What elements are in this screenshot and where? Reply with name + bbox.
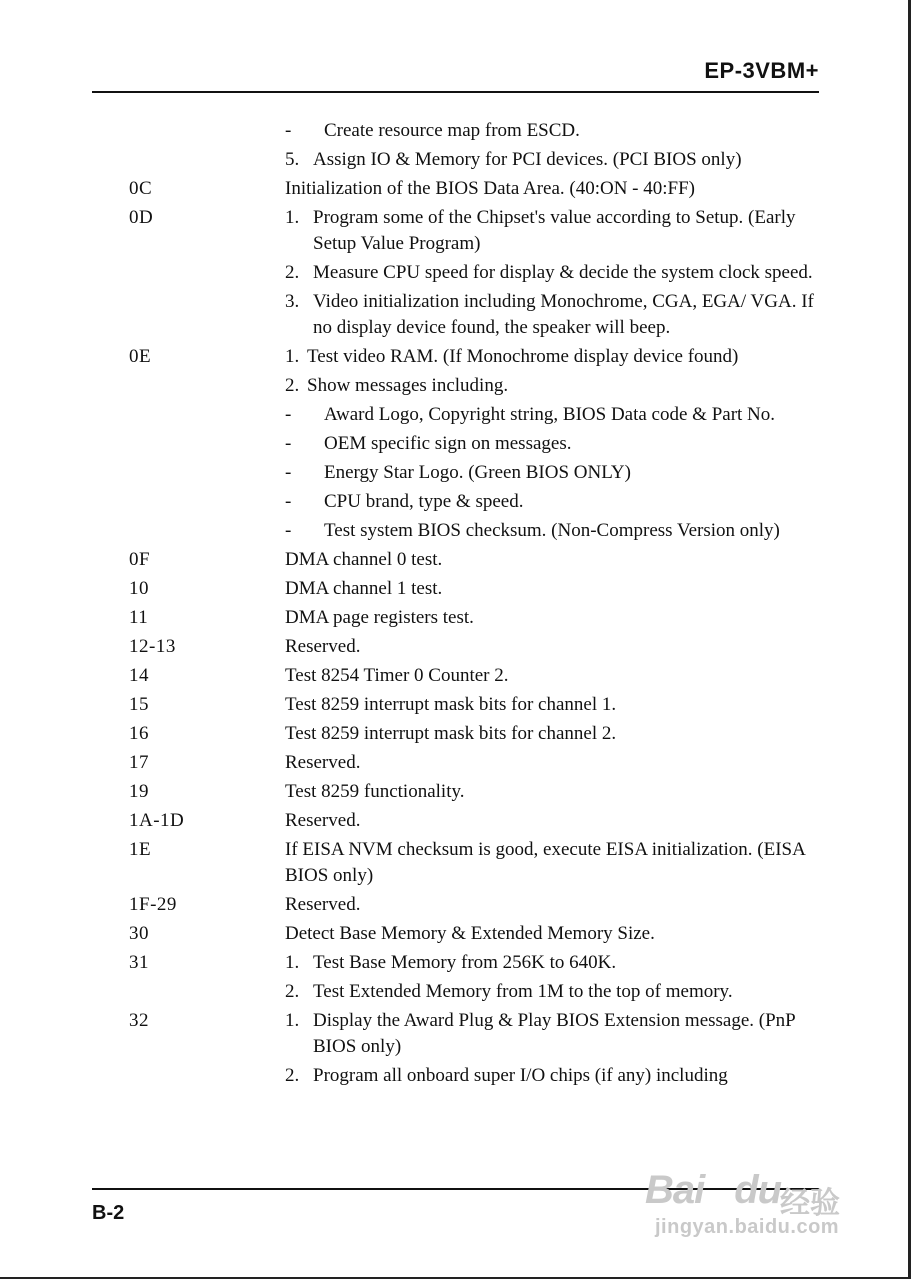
description-text: Reserved. [285,810,361,831]
description-line [285,979,825,1005]
description-text: DMA channel 0 test. [285,549,443,570]
description-line [285,721,825,747]
description-text: Test Extended Memory from 1M to the top of memory. [313,981,733,1002]
description-text: Award Logo, Copyright string, BIOS Data code & Part No. [324,404,776,425]
description-text: Test 8259 interrupt mask bits for channel 1. [285,694,617,715]
description-text: Video initialization including Monochrome, CGA, EGA/ VGA. If no display device found, the speaker will beep. [313,291,814,338]
post-description [285,118,825,173]
description-line [285,344,825,370]
post-description [285,634,825,660]
post-description [285,176,825,202]
post-description [285,576,825,602]
description-line [285,1063,825,1089]
description-line [285,118,825,144]
description-text: CPU brand, type & speed. [324,491,524,512]
description-text: Test 8259 functionality. [285,781,465,802]
post-code: 1A-1D [129,810,185,831]
dash-bullet: - [285,520,292,541]
post-description [285,892,825,918]
post-code: 10 [129,578,149,599]
table-row [0,634,911,660]
header-rule [92,91,819,93]
post-description [285,779,825,805]
table-row [0,837,911,889]
post-code: 15 [129,694,149,715]
description-line [285,1008,825,1060]
description-line [285,489,825,515]
baidu-watermark [645,1168,860,1246]
dash-bullet: - [285,404,292,425]
table-row [0,721,911,747]
description-text: OEM specific sign on messages. [324,433,572,454]
table-row [0,779,911,805]
description-text: DMA page registers test. [285,607,474,628]
step-number: 1. [285,1010,300,1031]
post-description [285,605,825,631]
description-text: Energy Star Logo. (Green BIOS ONLY) [324,462,631,483]
description-text: Create resource map from ESCD. [324,120,580,141]
description-line [285,663,825,689]
watermark-url: jingyan.baidu.com [655,1216,840,1238]
description-line [285,692,825,718]
description-text: Assign IO & Memory for PCI devices. (PCI BIOS only) [313,149,742,170]
table-row [0,808,911,834]
description-line [285,147,825,173]
step-number: 2. [285,262,300,283]
description-text: Test system BIOS checksum. (Non-Compress Version only) [324,520,780,541]
description-line [285,176,825,202]
description-text: Show messages including. [307,375,509,396]
post-description [285,721,825,747]
description-line [285,950,825,976]
description-text: Program some of the Chipset's value according to Setup. (Early Setup Value Program) [313,207,796,254]
description-line [285,750,825,776]
page-header-title: EP-3VBM+ [704,58,819,83]
step-number: 2. [285,1065,300,1086]
dash-bullet: - [285,491,292,512]
post-description [285,692,825,718]
step-number: 3. [285,291,300,312]
table-row [0,950,911,1005]
description-line [285,634,825,660]
post-code: 1E [129,839,152,860]
post-code: 0F [129,549,151,570]
table-row [0,663,911,689]
description-text: DMA channel 1 test. [285,578,443,599]
table-row [0,892,911,918]
description-line [285,205,825,257]
description-text: Test video RAM. (If Monochrome display device found) [307,346,739,367]
post-description [285,921,825,947]
description-text: Test 8254 Timer 0 Counter 2. [285,665,509,686]
post-code: 0E [129,346,152,367]
description-line [285,431,825,457]
post-code: 1F-29 [129,894,177,915]
description-line [285,547,825,573]
description-text: Test 8259 interrupt mask bits for channel 2. [285,723,617,744]
post-code: 12-13 [129,636,176,657]
description-line [285,518,825,544]
description-line [285,837,825,889]
post-code: 17 [129,752,149,773]
description-text: Detect Base Memory & Extended Memory Size. [285,923,655,944]
description-line [285,289,825,341]
post-description [285,837,825,889]
table-row [0,176,911,202]
step-number: 1. [285,346,300,367]
post-description [285,205,825,341]
description-text: Initialization of the BIOS Data Area. (40:ON - 40:FF) [285,178,696,199]
post-code: 16 [129,723,149,744]
dash-bullet: - [285,120,292,141]
table-row [0,576,911,602]
post-code: 0C [129,178,153,199]
description-text: Program all onboard super I/O chips (if any) including [313,1065,728,1086]
table-row [0,205,911,341]
description-text: Measure CPU speed for display & decide the system clock speed. [313,262,813,283]
post-description [285,663,825,689]
description-line [285,373,825,399]
description-text: Display the Award Plug & Play BIOS Extension message. (PnP BIOS only) [313,1010,796,1057]
post-code-table [0,118,911,1092]
description-line [285,576,825,602]
description-line [285,605,825,631]
table-row [0,921,911,947]
dash-bullet: - [285,433,292,454]
step-number: 2. [285,375,300,396]
post-code: 11 [129,607,149,628]
description-line [285,779,825,805]
step-number: 2. [285,981,300,1002]
description-text: Test Base Memory from 256K to 640K. [313,952,617,973]
description-line [285,921,825,947]
post-code: 31 [129,952,149,973]
post-code: 0D [129,207,154,228]
table-row [0,1008,911,1089]
description-text: Reserved. [285,752,361,773]
step-number: 5. [285,149,300,170]
table-row [0,750,911,776]
post-code: 19 [129,781,149,802]
description-line [285,808,825,834]
dash-bullet: - [285,462,292,483]
table-row [0,344,911,544]
table-row [0,118,911,173]
post-description [285,1008,825,1089]
table-row [0,605,911,631]
post-code: 14 [129,665,149,686]
post-description [285,547,825,573]
post-description [285,344,825,544]
post-code: 30 [129,923,149,944]
table-row [0,547,911,573]
description-text: Reserved. [285,636,361,657]
post-description [285,750,825,776]
table-row [0,692,911,718]
description-line [285,260,825,286]
watermark-brand: Bai du [645,1168,782,1212]
description-line [285,892,825,918]
page-number: B-2 [92,1202,125,1224]
post-description [285,808,825,834]
step-number: 1. [285,952,300,973]
description-text: If EISA NVM checksum is good, execute EISA initialization. (EISA BIOS only) [285,839,805,886]
post-code: 32 [129,1010,149,1031]
step-number: 1. [285,207,300,228]
description-line [285,402,825,428]
description-text: Reserved. [285,894,361,915]
watermark-cn: 经验 [780,1187,840,1220]
post-description [285,950,825,1005]
description-line [285,460,825,486]
